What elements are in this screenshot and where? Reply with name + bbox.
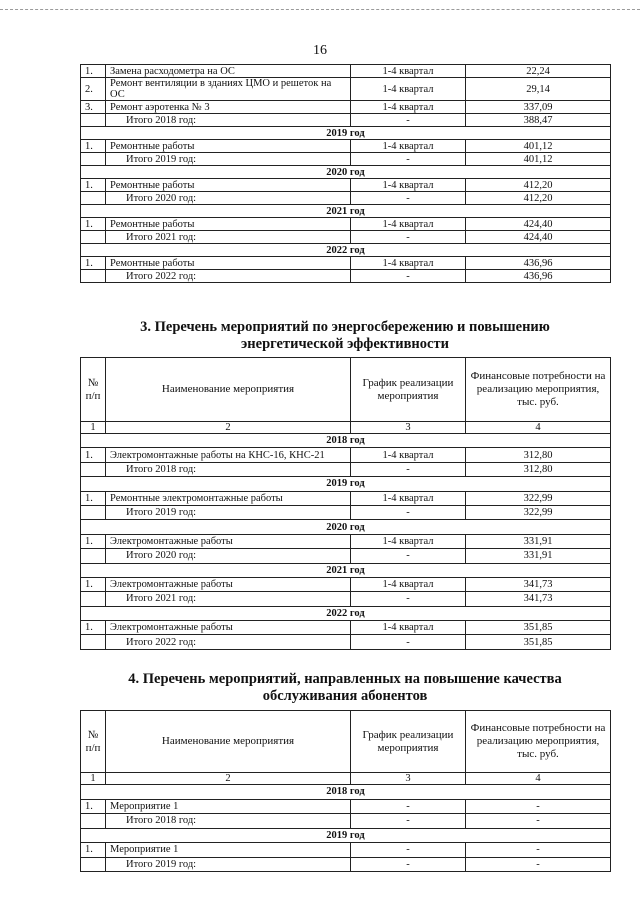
row-number (81, 635, 106, 649)
total-label: Итого 2018 год: (106, 814, 351, 829)
measure-name: Ремонтные работы (106, 218, 351, 231)
amount-cell: - (466, 857, 611, 872)
amount-cell: 337,09 (466, 101, 611, 114)
total-row (81, 549, 611, 563)
section-4-title (80, 671, 610, 705)
measure-name: Ремонт аэротенка № 3 (106, 101, 351, 114)
service-quality-table (80, 710, 611, 872)
total-label: Итого 2018 год: (106, 114, 351, 127)
amount-cell: 22,24 (466, 65, 611, 78)
row-number: 1. (81, 799, 106, 814)
table-header-row (81, 358, 611, 422)
schedule-cell: 1-4 квартал (351, 101, 466, 114)
amount-cell: 424,40 (466, 218, 611, 231)
schedule-cell: - (351, 231, 466, 244)
col-num-3: 3 (351, 422, 466, 434)
amount-cell: 341,73 (466, 592, 611, 606)
schedule-cell: - (351, 814, 466, 829)
schedule-cell: - (351, 635, 466, 649)
amount-cell: 351,85 (466, 621, 611, 635)
row-number: 1. (81, 534, 106, 548)
schedule-cell: 1-4 квартал (351, 448, 466, 462)
year-label: 2021 год (81, 205, 611, 218)
schedule-cell: 1-4 квартал (351, 491, 466, 505)
schedule-cell: - (351, 857, 466, 872)
amount-cell: 331,91 (466, 534, 611, 548)
header-num: № п/п (81, 711, 106, 773)
amount-cell: 412,20 (466, 179, 611, 192)
amount-cell: 312,80 (466, 448, 611, 462)
row-number (81, 814, 106, 829)
year-row (81, 785, 611, 800)
table-row (81, 218, 611, 231)
table-row (81, 179, 611, 192)
row-number (81, 549, 106, 563)
measure-name: Электромонтажные работы (106, 577, 351, 591)
row-number: 1. (81, 140, 106, 153)
schedule-cell: - (351, 462, 466, 476)
row-number (81, 231, 106, 244)
column-number-row (81, 773, 611, 785)
amount-cell: 29,14 (466, 78, 611, 101)
total-row (81, 153, 611, 166)
table-row (81, 577, 611, 591)
year-label: 2021 год (81, 563, 611, 577)
header-finance: Финансовые потребности на реализацию мероприятия, тыс. руб. (466, 358, 611, 422)
schedule-cell: - (351, 843, 466, 858)
section-4-title-line2: обслуживания абонентов (262, 688, 428, 704)
col-num-1: 1 (81, 773, 106, 785)
year-row (81, 244, 611, 257)
row-number: 1. (81, 843, 106, 858)
total-row (81, 231, 611, 244)
amount-cell: 322,99 (466, 505, 611, 519)
year-row (81, 205, 611, 218)
top-divider (0, 9, 640, 10)
amount-cell: 401,12 (466, 153, 611, 166)
amount-cell: 331,91 (466, 549, 611, 563)
measure-name: Ремонтные работы (106, 257, 351, 270)
row-number (81, 153, 106, 166)
row-number: 3. (81, 101, 106, 114)
col-num-2: 2 (106, 422, 351, 434)
table-row (81, 140, 611, 153)
total-label: Итого 2020 год: (106, 192, 351, 205)
row-number: 1. (81, 491, 106, 505)
schedule-cell: - (351, 153, 466, 166)
year-row (81, 477, 611, 491)
measure-name: Мероприятие 1 (106, 799, 351, 814)
row-number: 1. (81, 257, 106, 270)
amount-cell: 351,85 (466, 635, 611, 649)
col-num-4: 4 (466, 773, 611, 785)
header-name: Наименование мероприятия (106, 711, 351, 773)
row-number (81, 270, 106, 283)
amount-cell: 436,96 (466, 270, 611, 283)
row-number: 1. (81, 218, 106, 231)
header-num: № п/п (81, 358, 106, 422)
year-label: 2022 год (81, 606, 611, 620)
total-row (81, 635, 611, 649)
amount-cell: 436,96 (466, 257, 611, 270)
amount-cell: 322,99 (466, 491, 611, 505)
row-number: 2. (81, 78, 106, 101)
measure-name: Электромонтажные работы (106, 534, 351, 548)
col-num-2: 2 (106, 773, 351, 785)
schedule-cell: 1-4 квартал (351, 78, 466, 101)
header-schedule: График реализации мероприятия (351, 711, 466, 773)
table-row (81, 101, 611, 114)
schedule-cell: 1-4 квартал (351, 577, 466, 591)
row-number (81, 192, 106, 205)
total-row (81, 592, 611, 606)
row-number (81, 505, 106, 519)
table-row (81, 621, 611, 635)
schedule-cell: 1-4 квартал (351, 534, 466, 548)
schedule-cell: - (351, 114, 466, 127)
year-label: 2020 год (81, 166, 611, 179)
col-num-3: 3 (351, 773, 466, 785)
table-row (81, 78, 611, 101)
row-number: 1. (81, 65, 106, 78)
row-number (81, 114, 106, 127)
amount-cell: 401,12 (466, 140, 611, 153)
table-row (81, 534, 611, 548)
total-label: Итого 2020 год: (106, 549, 351, 563)
schedule-cell: - (351, 592, 466, 606)
schedule-cell: - (351, 270, 466, 283)
energy-efficiency-table (80, 357, 611, 650)
total-label: Итого 2021 год: (106, 231, 351, 244)
year-row (81, 520, 611, 534)
repair-plan-table-continued (80, 64, 611, 283)
total-row (81, 814, 611, 829)
year-label: 2018 год (81, 434, 611, 448)
row-number: 1. (81, 621, 106, 635)
amount-cell: - (466, 843, 611, 858)
year-label: 2020 год (81, 520, 611, 534)
year-row (81, 828, 611, 843)
measure-name: Электромонтажные работы на КНС-16, КНС-21 (106, 448, 351, 462)
measure-name: Электромонтажные работы (106, 621, 351, 635)
row-number (81, 857, 106, 872)
row-number: 1. (81, 179, 106, 192)
year-row (81, 127, 611, 140)
amount-cell: 412,20 (466, 192, 611, 205)
total-row (81, 114, 611, 127)
measure-name: Ремонтные работы (106, 140, 351, 153)
year-row (81, 606, 611, 620)
total-label: Итого 2022 год: (106, 270, 351, 283)
section-4-title-line1: 4. Перечень мероприятий, направленных на повышение качества (128, 671, 562, 687)
section-3-title-line1: 3. Перечень мероприятий по энергосбережению и повышению (140, 319, 550, 335)
schedule-cell: 1-4 квартал (351, 218, 466, 231)
measure-name: Замена расходометра на ОС (106, 65, 351, 78)
measure-name: Ремонтные работы (106, 179, 351, 192)
column-number-row (81, 422, 611, 434)
table-row (81, 257, 611, 270)
table-header-row (81, 711, 611, 773)
amount-cell: 388,47 (466, 114, 611, 127)
schedule-cell: - (351, 549, 466, 563)
total-label: Итого 2019 год: (106, 153, 351, 166)
row-number: 1. (81, 577, 106, 591)
schedule-cell: - (351, 799, 466, 814)
year-row (81, 434, 611, 448)
section-3-title-line2: энергетической эффективности (241, 336, 449, 352)
table-row (81, 448, 611, 462)
header-name: Наименование мероприятия (106, 358, 351, 422)
row-number (81, 462, 106, 476)
section-3-title (80, 319, 610, 353)
row-number: 1. (81, 448, 106, 462)
amount-cell: - (466, 814, 611, 829)
total-label: Итого 2019 год: (106, 505, 351, 519)
year-label: 2022 год (81, 244, 611, 257)
total-row (81, 462, 611, 476)
total-row (81, 505, 611, 519)
table-row (81, 843, 611, 858)
year-label: 2018 год (81, 785, 611, 800)
measure-name: Мероприятие 1 (106, 843, 351, 858)
header-schedule: График реализации мероприятия (351, 358, 466, 422)
page-number: 16 (313, 43, 327, 58)
year-label: 2019 год (81, 477, 611, 491)
table-row (81, 65, 611, 78)
schedule-cell: 1-4 квартал (351, 65, 466, 78)
measure-name: Ремонт вентиляции в зданиях ЦМО и решеток на ОС (106, 78, 351, 101)
schedule-cell: 1-4 квартал (351, 140, 466, 153)
total-label: Итого 2021 год: (106, 592, 351, 606)
amount-cell: - (466, 799, 611, 814)
total-row (81, 857, 611, 872)
amount-cell: 341,73 (466, 577, 611, 591)
schedule-cell: - (351, 192, 466, 205)
col-num-4: 4 (466, 422, 611, 434)
total-row (81, 192, 611, 205)
year-label: 2019 год (81, 828, 611, 843)
total-row (81, 270, 611, 283)
measure-name: Ремонтные электромонтажные работы (106, 491, 351, 505)
amount-cell: 312,80 (466, 462, 611, 476)
schedule-cell: 1-4 квартал (351, 621, 466, 635)
amount-cell: 424,40 (466, 231, 611, 244)
schedule-cell: 1-4 квартал (351, 179, 466, 192)
table-row (81, 799, 611, 814)
schedule-cell: - (351, 505, 466, 519)
total-label: Итого 2022 год: (106, 635, 351, 649)
table-row (81, 491, 611, 505)
year-row (81, 563, 611, 577)
total-label: Итого 2019 год: (106, 857, 351, 872)
year-label: 2019 год (81, 127, 611, 140)
total-label: Итого 2018 год: (106, 462, 351, 476)
schedule-cell: 1-4 квартал (351, 257, 466, 270)
year-row (81, 166, 611, 179)
row-number (81, 592, 106, 606)
col-num-1: 1 (81, 422, 106, 434)
header-finance: Финансовые потребности на реализацию мероприятия, тыс. руб. (466, 711, 611, 773)
